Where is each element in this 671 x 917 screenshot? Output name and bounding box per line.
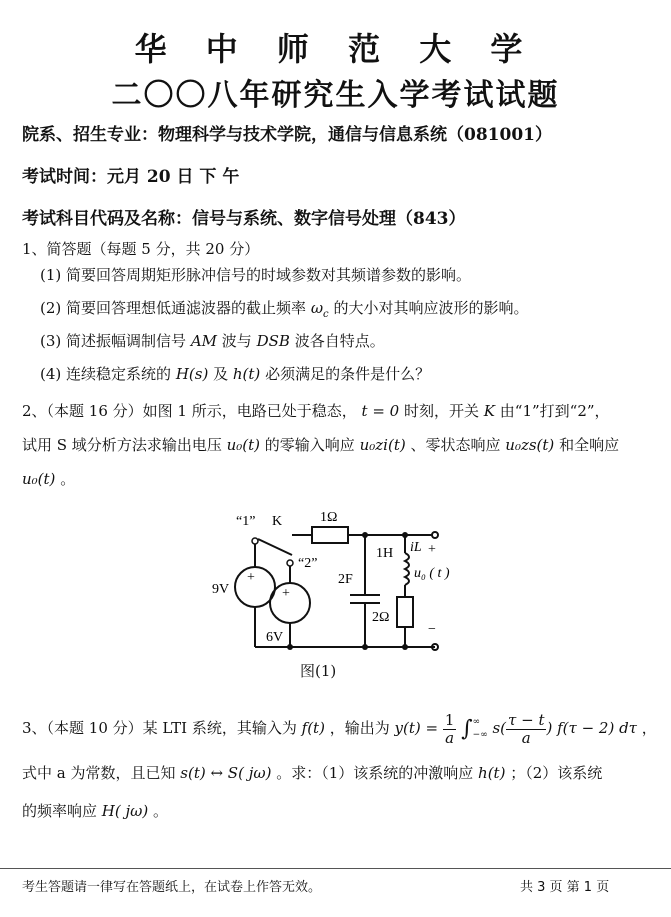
q2-line1-a: 2、（本题 16 分）如图 1 所示，电路已处于稳态， bbox=[22, 402, 357, 420]
q1-item-4-text-b: 及 bbox=[213, 365, 229, 383]
yt-symbol: y(t) = bbox=[394, 719, 439, 737]
K-symbol: K bbox=[483, 402, 496, 420]
fraction-tau bbox=[506, 712, 546, 746]
page-number: 共 3 页 第 1 页 bbox=[520, 880, 610, 895]
q3-line2-a: 式中 a 为常数，且已知 bbox=[22, 764, 176, 782]
Hjw-symbol: H( jω) bbox=[101, 802, 149, 820]
q1-item-2-text-a: (2) 简要回答理想低通滤波器的截止频率 bbox=[40, 299, 307, 317]
omega-c-symbol: $\omega_c$ bbox=[310, 299, 329, 320]
frac2-den: a bbox=[521, 728, 531, 747]
q1-item-2-text-b: 的大小对其响应波形的影响。 bbox=[333, 299, 529, 317]
label-K: K bbox=[272, 514, 283, 529]
q2-line2-d: 和全响应 bbox=[559, 436, 620, 454]
label-iL: iL bbox=[410, 540, 422, 555]
am-symbol: AM bbox=[190, 332, 218, 350]
footer-divider bbox=[0, 868, 671, 869]
s-part: s( bbox=[492, 719, 507, 737]
label-1: “1” bbox=[236, 514, 256, 529]
q3-line1-c: ， bbox=[641, 719, 657, 737]
q1-item-3-text-a: (3) 简述振幅调制信号 bbox=[40, 332, 187, 350]
label-2: “2” bbox=[298, 556, 318, 571]
q1-item-4-text-a: (4) 连续稳定系统的 bbox=[40, 365, 172, 383]
int-upper: ∞ bbox=[472, 717, 481, 728]
u0-symbol: u₀(t) bbox=[226, 436, 261, 454]
q3-line1-b: ，输出为 bbox=[329, 719, 390, 737]
q1-item-3-text-b: 波与 bbox=[221, 332, 252, 350]
q1-item-1: (1) 简要回答周期矩形脉冲信号的时域参数对其频谱参数的影响。 bbox=[40, 266, 472, 284]
label-minus: − bbox=[428, 622, 436, 637]
q3-line2-b: 。求：（1）该系统的冲激响应 bbox=[276, 764, 474, 782]
dsb-symbol: DSB bbox=[256, 332, 290, 350]
q1-title: 1、简答题（每题 5 分，共 20 分） bbox=[22, 240, 260, 258]
q1-item-2 bbox=[40, 297, 528, 320]
v2-plus: + bbox=[282, 586, 290, 601]
q3-line3-a: 的频率响应 bbox=[22, 802, 98, 820]
q1-item-3-text-c: 波各自特点。 bbox=[294, 332, 385, 350]
q2-line-2 bbox=[22, 434, 619, 455]
label-capacitor: 2F bbox=[338, 572, 353, 587]
subject-line: 考试科目代码及名称：信号与系统、数字信号处理（843） bbox=[22, 209, 466, 229]
q3-line2-c: ；（2）该系统 bbox=[510, 764, 603, 782]
department-line: 院系、招生专业：物理科学与技术学院，通信与信息系统（081001） bbox=[22, 125, 552, 145]
exam-time-line: 考试时间：元月 20 日 下 午 bbox=[22, 167, 240, 187]
frac-den: a bbox=[445, 728, 455, 747]
ht-symbol-q3: h(t) bbox=[478, 764, 506, 782]
rest-expr: ) f(τ − 2) dτ bbox=[546, 719, 637, 737]
q1-item-4-text-c: 必须满足的条件是什么？ bbox=[265, 365, 431, 383]
circuit-diagram bbox=[200, 505, 460, 685]
u0zi-symbol: u₀zi(t) bbox=[359, 436, 406, 454]
q2-line-1 bbox=[22, 400, 610, 421]
q3-line-3 bbox=[22, 800, 168, 821]
int-lower: −∞ bbox=[472, 730, 488, 740]
q1-item-3 bbox=[40, 330, 385, 351]
q3-line1-a: 3、（本题 10 分）某 LTI 系统，其输入为 bbox=[22, 719, 297, 737]
q3-line-1 bbox=[22, 712, 657, 746]
university-title: 华 中 师 范 大 学 bbox=[134, 30, 537, 68]
label-r1: 1Ω bbox=[320, 510, 338, 525]
integral-limits bbox=[473, 716, 488, 741]
label-r2: 2Ω bbox=[372, 610, 390, 625]
transform-pair: s(t) ↔ S( jω) bbox=[180, 764, 272, 782]
q2-line3: 。 bbox=[60, 470, 76, 488]
q3-line-2 bbox=[22, 762, 602, 783]
u0zs-symbol: u₀zs(t) bbox=[505, 436, 555, 454]
label-v1: 9V bbox=[212, 582, 230, 597]
footer-note: 考生答题请一律写在答题纸上，在试卷上作答无效。 bbox=[22, 880, 322, 895]
t0-symbol: t = 0 bbox=[361, 402, 400, 420]
v1-plus: + bbox=[247, 570, 255, 585]
q2-line1-b: 时刻，开关 bbox=[404, 402, 480, 420]
ht-symbol: h(t) bbox=[232, 365, 261, 383]
label-plus: + bbox=[428, 542, 436, 557]
label-inductor: 1H bbox=[376, 546, 394, 561]
q3-line3-b: 。 bbox=[153, 802, 169, 820]
integral-sign: ∫ bbox=[461, 716, 473, 742]
Hs-symbol: H(s) bbox=[175, 365, 209, 383]
label-v2: 6V bbox=[266, 630, 284, 645]
q2-line2-c: 、零状态响应 bbox=[410, 436, 501, 454]
fraction-1-over-a bbox=[443, 712, 457, 746]
q2-line2-b: 的零输入响应 bbox=[264, 436, 355, 454]
frac-num: 1 bbox=[444, 711, 455, 729]
u0-symbol-2: u₀(t) bbox=[22, 470, 56, 488]
exam-title: 二〇〇八年研究生入学考试试题 bbox=[111, 78, 560, 113]
q2-line2-a: 试用 S 域分析方法求输出电压 bbox=[22, 436, 222, 454]
q1-item-4 bbox=[40, 363, 430, 384]
ft-symbol: f(t) bbox=[301, 719, 325, 737]
frac2-num: τ − t bbox=[508, 711, 545, 729]
label-u0: u₀ ( t ) bbox=[414, 566, 450, 581]
q2-line-3 bbox=[22, 468, 75, 489]
q2-line1-c: 由“1”打到“2”， bbox=[499, 402, 610, 420]
figure-caption: 图(1) bbox=[300, 662, 337, 680]
